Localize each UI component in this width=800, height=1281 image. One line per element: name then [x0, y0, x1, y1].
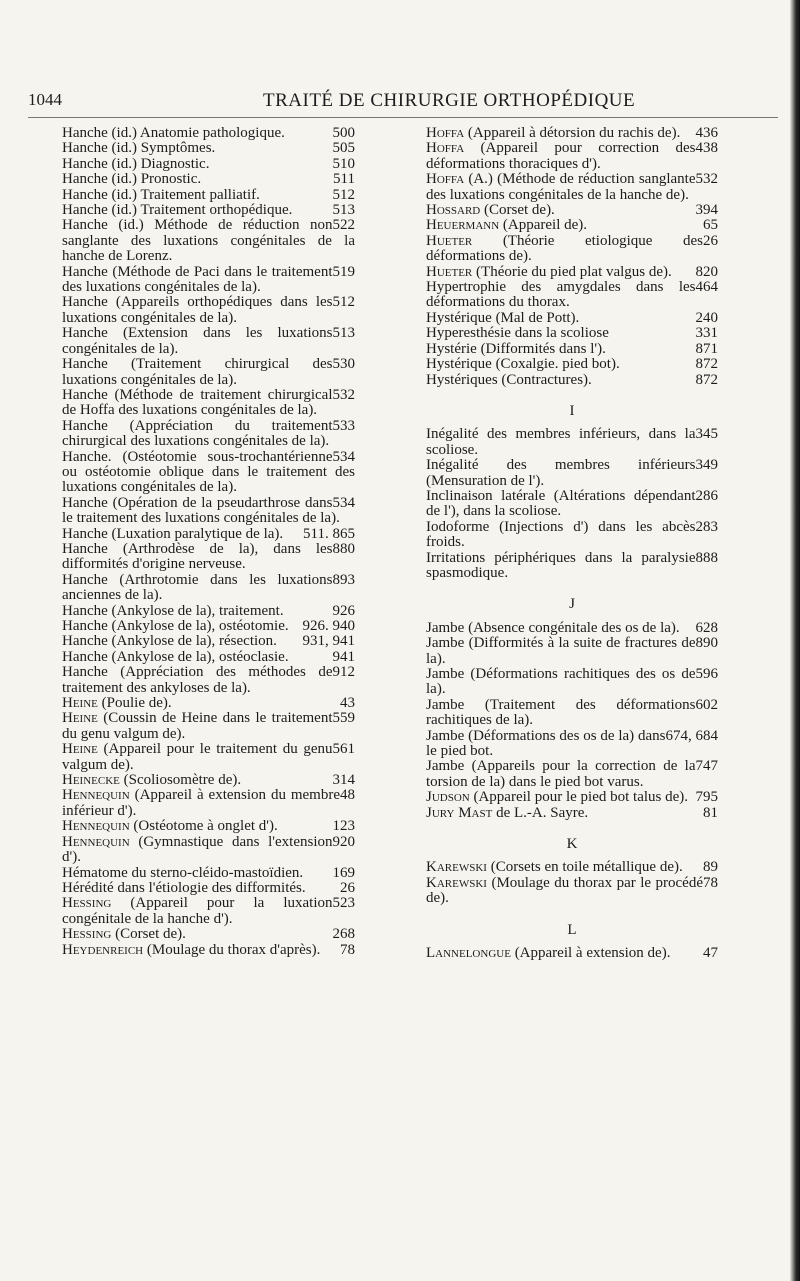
entry-text: Hanche (Luxation paralytique de la).: [62, 525, 284, 542]
entry-text: Hanche (Arthrotomie dans les luxations anciennes de la).: [62, 571, 333, 604]
entry-page: 349: [695, 457, 718, 474]
entry-text: Hanche (id.) Traitement palliatif.: [62, 186, 260, 203]
entry-page: 820: [695, 263, 718, 280]
entry-text: Hypertrophie des amygdales dans les déformations du thorax.: [426, 279, 696, 311]
entry-page: 532: [695, 171, 718, 188]
entry-text: (Appareil pour la luxation congénitale de la hanche d').: [62, 895, 333, 927]
index-entry: [62, 742, 355, 773]
entry-text: Jambe (Difformités à la suite de fractures de la).: [426, 635, 696, 667]
entry-page: 314: [332, 772, 355, 789]
entry-text: Jambe (Déformations des os de la) dans le pied bot.: [426, 727, 666, 760]
entry-name: Hennequin: [62, 833, 130, 850]
entry-page: 931, 941: [302, 633, 355, 650]
entry-text: Hanche (Extension dans les luxations congénitales de la).: [62, 325, 333, 357]
entry-text: (Corsets en toile métallique de).: [490, 859, 683, 876]
index-entry: [426, 860, 718, 875]
entry-text: Hystérique (Mal de Pott).: [426, 309, 580, 326]
index-entry: [62, 357, 355, 388]
entry-text: Iodoforme (Injections d') dans les abcès froids.: [426, 518, 696, 551]
entry-text: (Gymnastique dans l'extension d').: [62, 833, 333, 866]
entry-text: de L.-A. Sayre.: [496, 804, 589, 821]
entry-text: Hanche (id.) Diagnostic.: [62, 155, 210, 172]
entry-text: (Appareil de).: [502, 217, 588, 234]
index-entry: [62, 665, 355, 696]
entry-page: 511. 865: [303, 525, 355, 542]
index-entry: [62, 696, 355, 711]
index-entry: [62, 188, 355, 203]
entry-page: 78: [340, 941, 355, 958]
entry-text: (Théorie etiologique des déformations de).: [426, 232, 703, 265]
entry-page: 268: [332, 926, 355, 943]
entry-page: 513: [332, 202, 355, 219]
index-entry: [62, 788, 355, 819]
entry-name: Heine: [62, 695, 98, 712]
entry-text: (Appareil à extension du membre inférieur d').: [62, 787, 341, 819]
index-entry: [62, 773, 355, 788]
entry-page: 559: [332, 710, 355, 727]
entry-text: (Moulage du thorax d'après).: [146, 941, 321, 958]
entry-text: Hanche (id.) Symptômes.: [62, 140, 216, 157]
index-entry: [62, 542, 355, 573]
entry-page: 345: [695, 426, 718, 443]
index-entry: [426, 520, 718, 551]
index-entry: [426, 458, 718, 489]
index-entry: [62, 157, 355, 172]
entry-text: (Corset de).: [115, 926, 186, 943]
entries-k: [426, 860, 718, 906]
entry-text: Hanche (Appareils orthopédiques dans les luxations congénitales de la).: [62, 294, 333, 326]
index-entry: [426, 698, 718, 729]
index-entry: [426, 280, 718, 311]
entry-text: Hystériques (Contractures).: [426, 371, 592, 388]
index-entry: [62, 141, 355, 156]
entry-page: 47: [703, 945, 718, 962]
section-letter-j: J: [569, 596, 575, 613]
entry-text: Hanche (Appréciation des méthodes de traitement des ankyloses de la).: [62, 664, 333, 696]
entry-text: Hanche (Traitement chirurgical des luxations congénitales de la).: [62, 356, 333, 388]
entry-text: Hématome du sterno-cléido-mastoïdien.: [62, 864, 304, 881]
entry-name: Hoffa: [426, 125, 465, 141]
index-entry: [426, 729, 718, 760]
entry-text: Hanche. (Ostéotomie sous-trochantérienne ou ostéotomie oblique dans le traitement des luxations congénitales de la).: [62, 448, 355, 496]
entry-name: Hoffa: [426, 171, 465, 188]
entry-text: Hanche (Ankylose de la), ostéotomie.: [62, 618, 289, 634]
page-header: [0, 90, 800, 120]
entry-name: Hessing: [62, 926, 112, 943]
entry-page: 534: [332, 494, 355, 511]
entry-text: Hanche (Méthode de traitement chirurgical de Hoffa des luxations congénitales de la).: [62, 386, 333, 419]
entry-page: 438: [695, 140, 718, 157]
index-entry: [62, 896, 355, 927]
entry-text: Hanche (id.) Pronostic.: [62, 171, 202, 188]
entry-text: Jambe (Traitement des déformations rachitiques de la).: [426, 696, 696, 729]
entry-text: Hanche (Appréciation du traitement chirurgical des luxations congénitales de la).: [62, 417, 333, 450]
entry-text: (Appareil à extension de).: [514, 945, 671, 962]
entry-page: 123: [332, 818, 355, 835]
entry-page: 522: [332, 217, 355, 234]
entry-page: 510: [332, 155, 355, 172]
entry-text: Hérédité dans l'étiologie des difformités.: [62, 879, 306, 896]
index-entry: [62, 527, 355, 542]
entry-page: 505: [332, 140, 355, 157]
entry-name: Heinecke: [62, 772, 120, 789]
entries-h-continued: [426, 126, 718, 388]
index-entry: [426, 342, 718, 357]
entry-page: 596: [695, 666, 718, 682]
entry-page: 880: [332, 540, 355, 557]
entry-text: (Théorie du pied plat valgus de).: [476, 263, 672, 280]
entry-page: 888: [695, 549, 718, 566]
entry-text: (Moulage du thorax par le procédé de).: [426, 874, 703, 907]
entry-text: (Ostéotome à onglet d').: [133, 818, 278, 835]
index-entry: [426, 218, 718, 233]
index-entry: [426, 790, 718, 805]
entry-name: Hueter: [426, 232, 473, 249]
entries-j: [426, 621, 718, 821]
entry-text: Inclinaison latérale (Altérations dépendant de l'), dans la scoliose.: [426, 487, 696, 520]
entry-page: 513: [332, 325, 355, 342]
entry-page: 912: [332, 664, 355, 681]
entry-text: (Appareil pour le pied bot talus de).: [473, 789, 689, 806]
entry-text: Inégalité des membres inférieurs, dans la scoliose.: [426, 426, 696, 458]
entry-page: 65: [703, 217, 718, 234]
header-rule: [28, 117, 778, 118]
entry-name: Heine: [62, 741, 98, 758]
entry-page: 533: [332, 417, 355, 434]
entry-text: Hystérique (Coxalgie. pied bot).: [426, 356, 620, 373]
entry-text: (A.) (Méthode de réduction sanglante des luxations congénitales de la hanche de).: [426, 171, 696, 203]
entry-page: 872: [695, 356, 718, 373]
entry-page: 893: [332, 571, 355, 588]
entry-text: (Poulie de).: [101, 695, 172, 712]
index-entry: [62, 126, 355, 141]
index-entry: [62, 634, 355, 649]
entry-text: Hanche (Méthode de Paci dans le traitement des luxations congénitales de la).: [62, 263, 333, 296]
entry-text: Inégalité des membres inférieurs (Mensuration de l').: [426, 457, 696, 489]
index-entry: [62, 881, 355, 896]
entry-page: 81: [703, 804, 718, 821]
index-entry: [62, 650, 355, 665]
index-entry: [426, 427, 718, 458]
index-entry: [426, 311, 718, 326]
entry-text: Hanche (Ankylose de la), résection.: [62, 633, 277, 650]
index-entry: [62, 943, 355, 958]
entry-page: 240: [695, 309, 718, 326]
entry-text: Hanche (Arthrodèse de la), dans les difformités d'origine nerveuse.: [62, 540, 333, 573]
index-entry: [426, 636, 718, 667]
entries-l: [426, 946, 718, 961]
entry-name: Hueter: [426, 263, 473, 280]
index-entry: [426, 946, 718, 961]
entry-page: 561: [332, 741, 355, 758]
entry-page: 500: [332, 125, 355, 141]
entry-page: 331: [695, 325, 718, 342]
entry-text: Jambe (Déformations rachitiques des os de la).: [426, 666, 696, 698]
entry-name: Hoffa: [426, 140, 465, 157]
index-entry: [426, 357, 718, 372]
index-entry: [62, 419, 355, 450]
entry-page: 511: [333, 171, 355, 188]
entry-text: (Appareil pour le traitement du genu valgum de).: [62, 741, 333, 773]
entry-name: Heydenreich: [62, 941, 144, 958]
index-entry: [426, 489, 718, 520]
index-entry: [62, 711, 355, 742]
entry-text: (Corset de).: [484, 202, 555, 219]
entries-i: [426, 427, 718, 581]
index-entry: [62, 450, 355, 496]
entry-page: 602: [695, 696, 718, 713]
index-entry: [62, 172, 355, 187]
entry-page: 26: [340, 879, 355, 896]
entry-text: Hystérie (Difformités dans l').: [426, 340, 606, 357]
index-entry: [426, 667, 718, 698]
entry-text: (Appareil pour correction des déformations thoraciques d').: [426, 140, 696, 172]
entry-page: 78: [703, 874, 718, 891]
entry-name: Hossard: [426, 202, 481, 219]
entry-text: Hyperesthésie dans la scoliose: [426, 325, 609, 342]
index-entry: [62, 819, 355, 834]
right-column: [426, 126, 718, 962]
index-entry: [62, 295, 355, 326]
index-entry: [426, 806, 718, 821]
index-entry: [426, 203, 718, 218]
entry-page: 464: [695, 279, 718, 296]
index-entry: [62, 326, 355, 357]
entry-page: 530: [332, 356, 355, 373]
index-entry: [426, 876, 718, 907]
page-number: 1044: [28, 90, 62, 109]
entry-page: 926: [332, 602, 355, 619]
index-entry: [426, 759, 718, 790]
index-entry: [62, 604, 355, 619]
entry-page: 926. 940: [302, 618, 355, 634]
entry-text: Jambe (Absence congénitale des os de la).: [426, 619, 680, 636]
entry-page: 534: [332, 448, 355, 465]
entry-page: 48: [340, 787, 355, 804]
index-entry: [426, 326, 718, 341]
entry-page: 872: [695, 371, 718, 388]
entry-page: 519: [332, 263, 355, 280]
entry-text: Hanche (Opération de la pseudarthrose dans le traitement des luxations congénitales de la).: [62, 494, 340, 527]
entry-page: 532: [332, 386, 355, 403]
entry-name: Hessing: [62, 895, 112, 912]
entry-text: Jambe (Appareils pour la correction de la torsion de la) dans le pied bot varus.: [426, 758, 696, 790]
entry-text: Hanche (id.) Traitement orthopédique.: [62, 202, 293, 219]
entry-page: 747: [695, 758, 718, 775]
entry-text: Hanche (Ankylose de la), ostéoclasie.: [62, 648, 289, 665]
entry-page: 871: [695, 340, 718, 357]
page-edge-shadow: [790, 0, 800, 1281]
entry-page: 26: [703, 232, 718, 249]
entry-name: Jury Mast: [426, 804, 493, 821]
entry-name: Karewski: [426, 859, 487, 876]
entry-text: Irritations périphériques dans la paralysie spasmodique.: [426, 549, 696, 581]
index-entry: [426, 141, 718, 172]
entry-text: (Scoliosomètre de).: [123, 772, 242, 789]
entry-text: Hanche (Ankylose de la), traitement.: [62, 602, 284, 619]
section-letter-k: K: [566, 836, 578, 853]
entry-page: 512: [332, 294, 355, 311]
entry-page: 795: [695, 789, 718, 806]
index-entry: [62, 619, 355, 634]
index-entry: [426, 373, 718, 388]
index-entry: [62, 203, 355, 218]
index-entry: [62, 265, 355, 296]
entry-page: 941: [332, 648, 355, 665]
entry-name: Karewski: [426, 874, 487, 891]
index-entry: [62, 835, 355, 866]
index-entry: [62, 218, 355, 264]
entry-page: 169: [332, 864, 355, 881]
entry-page: 628: [695, 619, 718, 636]
section-letter-l: L: [567, 921, 577, 938]
entry-page: 890: [695, 635, 718, 652]
index-entry: [426, 234, 718, 265]
left-column: [62, 126, 355, 958]
index-entry: [62, 866, 355, 881]
entry-name: Heine: [62, 710, 98, 727]
entry-name: Hennequin: [62, 818, 130, 835]
entry-name: Judson: [426, 789, 470, 806]
entry-page: 43: [340, 695, 355, 712]
entry-text: (Appareil à détorsion du rachis de).: [467, 125, 681, 141]
index-entry: [426, 551, 718, 582]
entry-page: 436: [695, 125, 718, 141]
entry-page: 674, 684: [665, 727, 718, 744]
entry-name: Heuermann: [426, 217, 500, 234]
entry-page: 920: [332, 833, 355, 850]
index-entry: [426, 126, 718, 141]
entry-name: Hennequin: [62, 787, 130, 804]
running-title: TRAITÉ DE CHIRURGIE ORTHOPÉDIQUE: [263, 90, 636, 111]
entry-page: 283: [695, 518, 718, 535]
index-entry: [426, 265, 718, 280]
index-entry: [62, 927, 355, 942]
entry-text: Hanche (id.) Méthode de réduction non sanglante des luxations congénitales de la hanche de Lorenz.: [62, 217, 355, 265]
index-entry: [426, 621, 718, 636]
entry-name: Lannelongue: [426, 945, 511, 962]
entry-page: 89: [703, 859, 718, 876]
entry-page: 523: [332, 895, 355, 912]
entry-page: 286: [695, 487, 718, 504]
index-entry: [62, 573, 355, 604]
entry-page: 512: [332, 186, 355, 203]
index-entry: [62, 496, 355, 527]
entry-page: 394: [695, 202, 718, 219]
entry-text: Hanche (id.) Anatomie pathologique.: [62, 125, 285, 141]
section-letter-i: I: [569, 402, 575, 419]
index-entry: [62, 388, 355, 419]
index-entry: [426, 172, 718, 203]
entry-text: (Coussin de Heine dans le traitement du genu valgum de).: [62, 710, 333, 742]
